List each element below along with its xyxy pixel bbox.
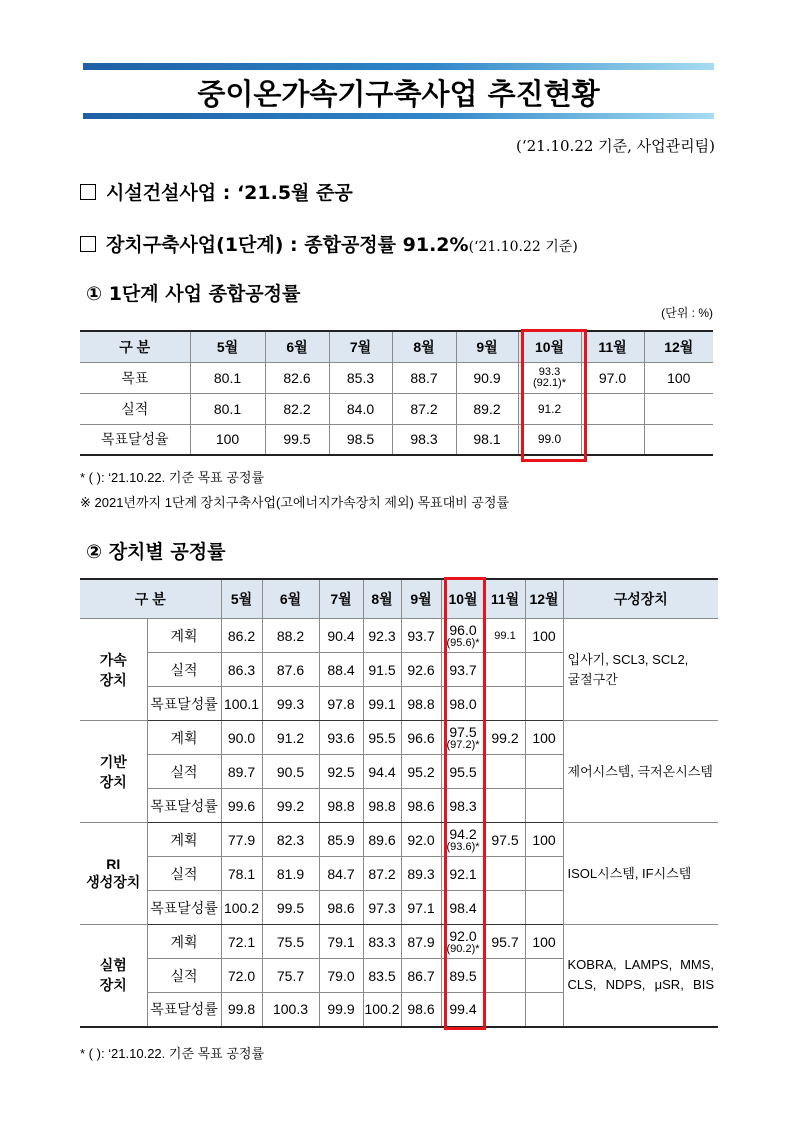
table-cell: 87.2 <box>392 393 456 424</box>
row-label: 계획 <box>147 925 221 959</box>
title-bar-bottom <box>83 113 714 119</box>
row-label: 실적 <box>147 653 221 687</box>
footnote-scope: ※ 2021년까지 1단계 장치구축사업(고에너지가속장치 제외) 목표대비 공정률 <box>80 495 509 510</box>
table-cell: 100 <box>644 362 713 393</box>
table-row <box>80 424 713 455</box>
header-month: 9월 <box>456 331 518 362</box>
table-cell: 97.0 <box>581 362 644 393</box>
table-cell: 100 <box>525 823 563 857</box>
row-label: 계획 <box>147 721 221 755</box>
table-cell: 95.5 <box>441 755 485 789</box>
table-cell: 99.4 <box>441 993 485 1027</box>
table-cell: 78.1 <box>221 857 262 891</box>
table-cell: 90.9 <box>456 362 518 393</box>
header-month: 12월 <box>525 579 563 619</box>
header-month: 10월 <box>441 579 485 619</box>
subsection-overall-progress: ① 1단계 사업 종합공정률 <box>86 283 301 305</box>
table-cell: 87.2 <box>363 857 401 891</box>
table-cell: 82.2 <box>265 393 329 424</box>
table-cell: 100 <box>525 619 563 653</box>
table-cell: 99.3 <box>262 687 319 721</box>
table-row <box>80 619 718 653</box>
table-cell: 83.3 <box>363 925 401 959</box>
title-bar-top <box>83 63 714 70</box>
table-cell: 80.1 <box>190 362 265 393</box>
table-cell: 82.3 <box>262 823 319 857</box>
table-cell: 91.5 <box>363 653 401 687</box>
table-cell <box>525 687 563 721</box>
table-cell <box>525 789 563 823</box>
section-equipment <box>80 230 578 257</box>
oct-target: 93.3 <box>538 365 561 378</box>
table-cell <box>581 424 644 455</box>
components-accelerator: 입사기, SCL3, SCL2, 굴절구간 <box>563 619 718 721</box>
table-cell <box>644 424 713 455</box>
row-label: 목표달성률 <box>147 993 221 1027</box>
section-equipment-label: 장치구축사업(1단계) : 종합공정률 91.2% <box>106 234 469 256</box>
table-cell: 100 <box>525 925 563 959</box>
section-equipment-note: (‘21.10.22 기준) <box>468 239 578 255</box>
table-cell: 95.7 <box>485 925 525 959</box>
row-label: 실적 <box>147 755 221 789</box>
table-cell: 77.9 <box>221 823 262 857</box>
row-label: 목표달성률 <box>147 687 221 721</box>
table-cell <box>525 653 563 687</box>
table-cell: 97.5 (97.2)* <box>441 721 485 755</box>
table-cell: 97.1 <box>401 891 441 925</box>
table-header-row <box>80 331 713 362</box>
table-cell: 92.0 <box>401 823 441 857</box>
row-label: 목표달성률 <box>147 789 221 823</box>
table-cell <box>485 653 525 687</box>
row-label: 실적 <box>147 857 221 891</box>
device-group-experiment: 실험 장치 <box>80 925 147 1027</box>
table-header-row <box>80 579 718 619</box>
footnote-target-basis: * ( ): ‘21.10.22. 기준 목표 공정률 <box>80 1046 265 1061</box>
table-cell <box>485 789 525 823</box>
table-cell: 100.1 <box>221 687 262 721</box>
table-cell: 98.6 <box>319 891 363 925</box>
table-row <box>80 721 718 755</box>
table-cell: 95.5 <box>363 721 401 755</box>
header-month: 5월 <box>190 331 265 362</box>
table-cell <box>485 891 525 925</box>
title-banner <box>83 63 714 119</box>
row-label: 계획 <box>147 823 221 857</box>
table-cell: 89.3 <box>401 857 441 891</box>
table-cell: 89.2 <box>456 393 518 424</box>
table-cell: 99.9 <box>319 993 363 1027</box>
table-cell: 100 <box>525 721 563 755</box>
table-cell: 98.8 <box>401 687 441 721</box>
table-cell: 75.7 <box>262 959 319 993</box>
subsection-device-progress: ② 장치별 공정률 <box>86 541 226 563</box>
device-progress-table <box>80 578 718 1028</box>
table-cell <box>644 393 713 424</box>
table-cell: 86.3 <box>221 653 262 687</box>
device-group-ri-production: RI 생성장치 <box>80 823 147 925</box>
table-cell: 88.2 <box>262 619 319 653</box>
header-month: 7월 <box>329 331 392 362</box>
table-cell: 84.0 <box>329 393 392 424</box>
table-cell: 98.6 <box>401 993 441 1027</box>
table-cell: 100 <box>190 424 265 455</box>
row-label: 실적 <box>147 959 221 993</box>
table-cell: 98.3 <box>392 424 456 455</box>
table-cell: 99.1 <box>485 619 525 653</box>
reference-note: (‘21.10.22 기준, 사업관리팀) <box>515 137 715 155</box>
table-cell <box>485 755 525 789</box>
table-cell: 99.5 <box>262 891 319 925</box>
header-month: 12월 <box>644 331 713 362</box>
unit-label: (단위 : %) <box>661 306 713 320</box>
table-cell: 93.7 <box>401 619 441 653</box>
table-cell: 90.5 <box>262 755 319 789</box>
table-cell: 83.5 <box>363 959 401 993</box>
table-cell: 99.5 <box>265 424 329 455</box>
table-cell: 97.5 <box>485 823 525 857</box>
table-row <box>80 393 713 424</box>
table-cell: 72.0 <box>221 959 262 993</box>
table-cell: 99.8 <box>221 993 262 1027</box>
table-cell <box>485 687 525 721</box>
table-cell: 88.7 <box>392 362 456 393</box>
table-cell: 98.5 <box>329 424 392 455</box>
device-group-accelerator: 가속 장치 <box>80 619 147 721</box>
table-cell: 92.5 <box>319 755 363 789</box>
table-cell <box>485 959 525 993</box>
table-cell: 85.3 <box>329 362 392 393</box>
row-label: 계획 <box>147 619 221 653</box>
table-cell: 86.2 <box>221 619 262 653</box>
table-cell: 79.1 <box>319 925 363 959</box>
header-month: 7월 <box>319 579 363 619</box>
table-cell: 92.3 <box>363 619 401 653</box>
table-cell <box>485 993 525 1027</box>
table-cell: 86.7 <box>401 959 441 993</box>
table-cell <box>525 959 563 993</box>
table-cell: 98.0 <box>441 687 485 721</box>
row-label: 실적 <box>80 393 190 424</box>
checkbox-square-icon <box>80 184 96 200</box>
header-month: 5월 <box>221 579 262 619</box>
components-experiment: KOBRA, LAMPS, MMS, CLS, NDPS, μSR, BIS <box>563 925 718 1027</box>
section-facility-label: 시설건설사업 : ‘21.5월 준공 <box>106 182 353 204</box>
table-cell: 100.3 <box>262 993 319 1027</box>
table-cell: 90.4 <box>319 619 363 653</box>
table-row <box>80 362 713 393</box>
footnote-target-basis: * ( ): ‘21.10.22. 기준 목표 공정률 <box>80 470 265 485</box>
table-cell: 98.8 <box>319 789 363 823</box>
components-infrastructure: 제어시스템, 극저온시스템 <box>563 721 718 823</box>
october-highlight-box <box>444 577 486 1030</box>
table-row <box>80 925 718 959</box>
table-cell: 89.7 <box>221 755 262 789</box>
table-cell: 98.8 <box>363 789 401 823</box>
table-cell: 87.9 <box>401 925 441 959</box>
table-cell: 98.1 <box>456 424 518 455</box>
header-month: 8월 <box>363 579 401 619</box>
table-cell: 100.2 <box>363 993 401 1027</box>
table-cell: 95.2 <box>401 755 441 789</box>
table-cell: 93.7 <box>441 653 485 687</box>
table-cell: 91.2 <box>518 393 581 424</box>
table-cell: 84.7 <box>319 857 363 891</box>
components-ri-production: ISOL시스템, IF시스템 <box>563 823 718 925</box>
header-month: 9월 <box>401 579 441 619</box>
table-cell: 75.5 <box>262 925 319 959</box>
row-label: 목표달성율 <box>80 424 190 455</box>
table-cell: 81.9 <box>262 857 319 891</box>
header-month: 10월 <box>518 331 581 362</box>
table-cell: 99.6 <box>221 789 262 823</box>
table-cell <box>525 755 563 789</box>
table-cell: 97.3 <box>363 891 401 925</box>
header-month: 6월 <box>262 579 319 619</box>
table-cell: 92.1 <box>441 857 485 891</box>
header-month: 11월 <box>485 579 525 619</box>
header-category: 구 분 <box>80 579 221 619</box>
table-cell: 99.1 <box>363 687 401 721</box>
page-title: 중이온가속기구축사업 추진현황 <box>197 77 600 111</box>
checkbox-square-icon <box>80 236 96 252</box>
table-cell: 97.8 <box>319 687 363 721</box>
table-cell: 96.0 (95.6)* <box>441 619 485 653</box>
table-cell <box>525 857 563 891</box>
section-facility <box>80 178 353 205</box>
overall-progress-table <box>80 330 713 456</box>
table-cell: 89.6 <box>363 823 401 857</box>
table-cell: 94.4 <box>363 755 401 789</box>
header-month: 8월 <box>392 331 456 362</box>
table-cell <box>525 993 563 1027</box>
table-cell: 100.2 <box>221 891 262 925</box>
table-cell: 85.9 <box>319 823 363 857</box>
table-cell: 92.0 (90.2)* <box>441 925 485 959</box>
table-row <box>80 823 718 857</box>
table-cell: 94.2 (93.6)* <box>441 823 485 857</box>
header-month: 6월 <box>265 331 329 362</box>
table-cell: 96.6 <box>401 721 441 755</box>
table-cell: 99.2 <box>262 789 319 823</box>
table-cell: 98.6 <box>401 789 441 823</box>
table-cell: 79.0 <box>319 959 363 993</box>
table-cell <box>485 857 525 891</box>
row-label: 목표 <box>80 362 190 393</box>
table-cell: 90.0 <box>221 721 262 755</box>
table-cell: 99.2 <box>485 721 525 755</box>
table-cell: 80.1 <box>190 393 265 424</box>
table-cell: 98.4 <box>441 891 485 925</box>
table-cell: 72.1 <box>221 925 262 959</box>
header-month: 11월 <box>581 331 644 362</box>
table-cell: 99.0 <box>518 424 581 455</box>
table-cell: 88.4 <box>319 653 363 687</box>
table-cell: 91.2 <box>262 721 319 755</box>
row-label: 목표달성률 <box>147 891 221 925</box>
header-components: 구성장치 <box>563 579 718 619</box>
october-highlight-box <box>521 329 587 462</box>
table-cell <box>525 891 563 925</box>
table-cell: 98.3 <box>441 789 485 823</box>
oct-target-sub: (92.1)* <box>532 376 567 389</box>
device-group-infrastructure: 기반 장치 <box>80 721 147 823</box>
table-cell <box>581 393 644 424</box>
table-cell: 82.6 <box>265 362 329 393</box>
header-category: 구 분 <box>80 331 190 362</box>
table-cell: 93.6 <box>319 721 363 755</box>
table-cell: 89.5 <box>441 959 485 993</box>
table-cell: 92.6 <box>401 653 441 687</box>
table-cell: 87.6 <box>262 653 319 687</box>
